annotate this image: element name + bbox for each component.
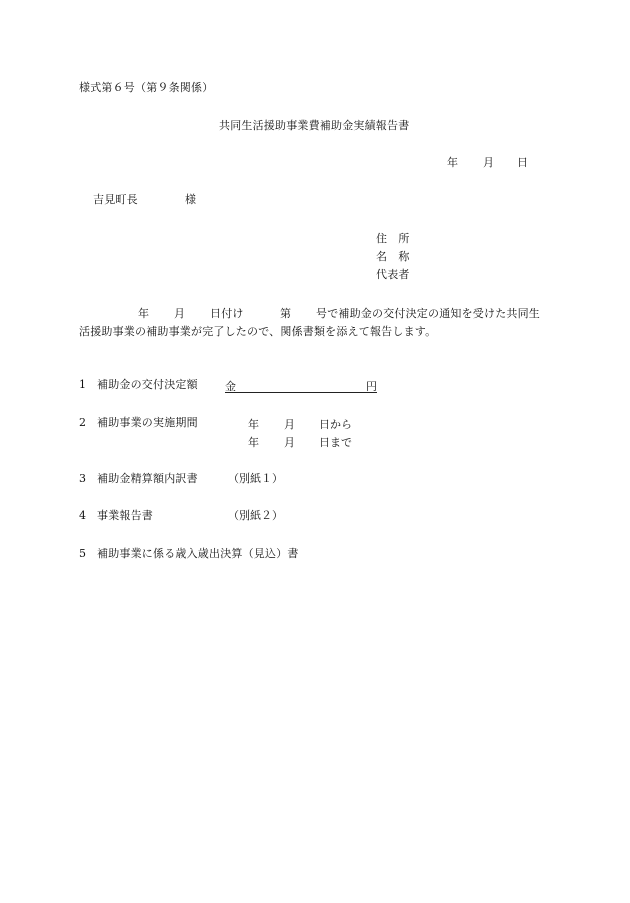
attachment-1: （別紙１） bbox=[228, 472, 283, 485]
body-line-1-rest: 号で補助金の交付決定の通知を受けた共同生 bbox=[316, 307, 540, 320]
item-number: 2 bbox=[79, 416, 87, 429]
item-label: 補助金精算額内訳書 bbox=[97, 472, 198, 485]
document-title: 共同生活援助事業費補助金実績報告書 bbox=[219, 119, 410, 132]
addressee-honorific: 様 bbox=[185, 193, 197, 206]
item-4 bbox=[79, 509, 153, 523]
period-to-year: 年 bbox=[248, 436, 259, 449]
item-label: 事業報告書 bbox=[97, 509, 153, 522]
grant-amount-field bbox=[225, 378, 377, 393]
date-day: 日 bbox=[517, 156, 529, 169]
item-5 bbox=[79, 547, 299, 561]
body-month: 月 bbox=[174, 307, 186, 320]
item-number: 5 bbox=[79, 547, 87, 560]
body-line-2: 活援助事業の補助事業が完了したので、関係書類を添えて報告します。 bbox=[79, 325, 437, 338]
body-line-1 bbox=[79, 305, 559, 323]
applicant-block bbox=[376, 230, 410, 284]
item-number: 4 bbox=[79, 509, 87, 522]
body-year: 年 bbox=[138, 307, 150, 320]
item-label: 補助金の交付決定額 bbox=[97, 378, 198, 391]
form-label: 様式第６号（第９条関係） bbox=[79, 81, 214, 94]
period-to-day: 日まで bbox=[319, 436, 352, 449]
date-year: 年 bbox=[447, 156, 459, 169]
attachment-2: （別紙２） bbox=[228, 509, 283, 522]
applicant-representative-label: 代表者 bbox=[376, 268, 410, 281]
applicant-address-label: 住 所 bbox=[376, 232, 410, 245]
body-number-prefix: 第 bbox=[280, 307, 292, 320]
applicant-name-label: 名 称 bbox=[376, 250, 410, 263]
item-2 bbox=[79, 416, 198, 430]
amount-suffix: 円 bbox=[366, 380, 377, 393]
body-paragraph bbox=[79, 305, 559, 341]
amount-prefix: 金 bbox=[225, 380, 236, 393]
period-from-month: 月 bbox=[284, 418, 295, 431]
item-label: 補助事業に係る歳入歳出決算（見込）書 bbox=[97, 547, 299, 560]
item-number: 1 bbox=[79, 378, 87, 391]
item-1 bbox=[79, 378, 198, 392]
item-label: 補助事業の実施期間 bbox=[97, 416, 198, 429]
period-from-year: 年 bbox=[248, 418, 259, 431]
period-from-day: 日から bbox=[319, 418, 352, 431]
item-number: 3 bbox=[79, 472, 87, 485]
item-3 bbox=[79, 472, 198, 486]
date-month: 月 bbox=[483, 156, 495, 169]
period-to-month: 月 bbox=[284, 436, 295, 449]
addressee-name: 吉見町長 bbox=[93, 193, 138, 206]
body-dated: 日付け bbox=[210, 307, 244, 320]
